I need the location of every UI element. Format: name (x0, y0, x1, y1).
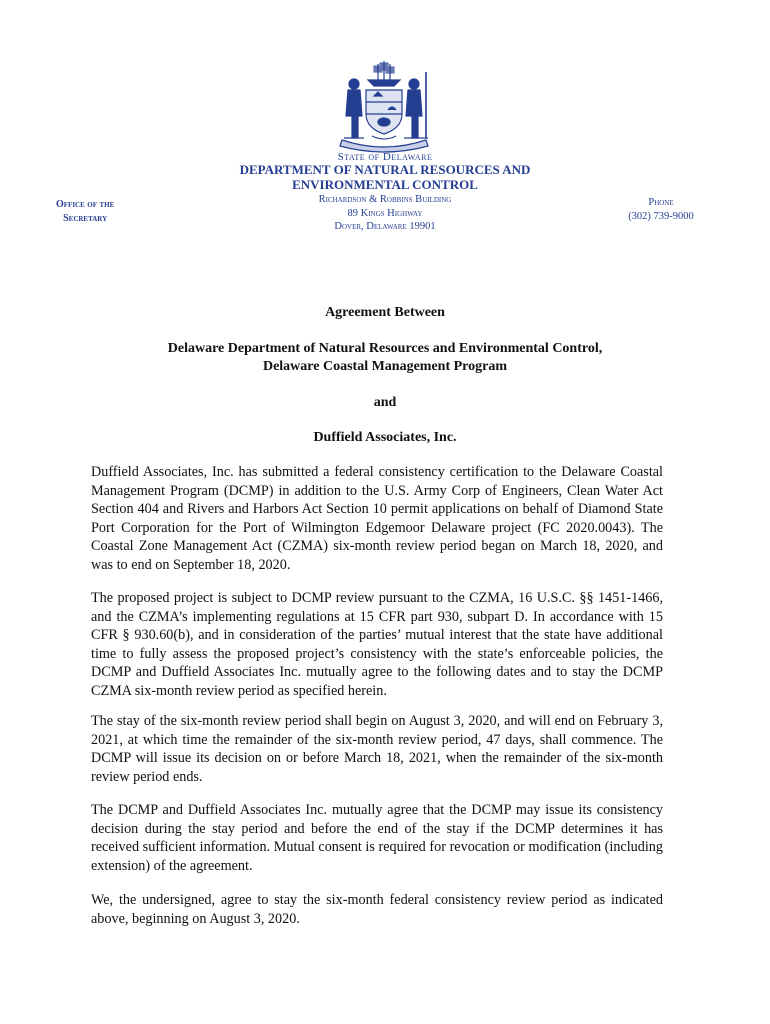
body-paragraph: We, the undersigned, agree to stay the six-month federal consistency review period as indicated above, beginning on August 3, 2020. (91, 892, 663, 927)
body-paragraph: The stay of the six-month review period shall begin on August 3, 2020, and will end on February 3, 2021, at which time the remainder of the six-month review period, 47 days, shall commence. The DCMP will issue its decision on or before March 18, 2021, when the remainder of the six-month review period ends. (91, 713, 663, 785)
delaware-state-seal-icon (328, 58, 440, 154)
department-line-2: ENVIRONMENTAL CONTROL (292, 177, 478, 192)
body-paragraph: Duffield Associates, Inc. has submitted a federal consistency certification to the Delaware Coastal Management Program (DCMP) in addition to the U.S. Army Corp of Engineers, Clean Water Act Section 404 and Rivers and Harbors Act Section 10 permit applications on behalf of Diamond State Port Corporation for the Port of Wilmington Edgemoor Delaware project (FC 2020.0043). The Coastal Zone Management Act (CZMA) six-month review period began on March 18, 2020, and was to end on September 18, 2020. (91, 464, 663, 573)
conjunction: and (373, 395, 397, 410)
phone-label: Phone (648, 197, 674, 208)
phone-number: (302) 739-9000 (628, 210, 694, 222)
agreement-heading: Agreement Between (325, 305, 445, 320)
address-line-3: Dover, Delaware 19901 (334, 221, 436, 232)
department-name (0, 162, 770, 192)
body-paragraph: The DCMP and Duffield Associates Inc. mutually agree that the DCMP may issue its consistency decision during the stay period and before the end of the stay if the DCMP determines it has received sufficient information. Mutual consent is required for revocation or modification (including extension) of the agreement. (91, 802, 663, 874)
state-name: State of Delaware (337, 151, 433, 163)
party-one-line-1: Delaware Department of Natural Resources and Environmental Control, (167, 341, 603, 356)
body-paragraph: The proposed project is subject to DCMP review pursuant to the CZMA, 16 U.S.C. §§ 1451-1466, and the CZMA’s implementing regulations at 15 CFR part 930, subpart D. In accordance with 15 CFR § 930.60(b), and in consideration of the parties’ mutual interest that the state have additional time to fully assess the proposed project’s consistency with the state’s enforceable policies, the DCMP and Duffield Associates Inc. mutually agree to the following dates and to stay the DCMP CZMA six-month review period as specified herein. (91, 590, 663, 699)
address-line-1: Richardson & Robbins Building (318, 194, 452, 205)
department-line-1: DEPARTMENT OF NATURAL RESOURCES AND (239, 162, 531, 177)
party-two: Duffield Associates, Inc. (313, 430, 457, 445)
party-one (0, 340, 770, 376)
phone-block (608, 196, 714, 223)
party-one-line-2: Delaware Coastal Management Program (262, 359, 508, 374)
office-line-2: Secretary (63, 213, 108, 224)
office-line-1: Office of the (56, 199, 115, 210)
address-line-2: 89 Kings Highway (347, 207, 423, 219)
